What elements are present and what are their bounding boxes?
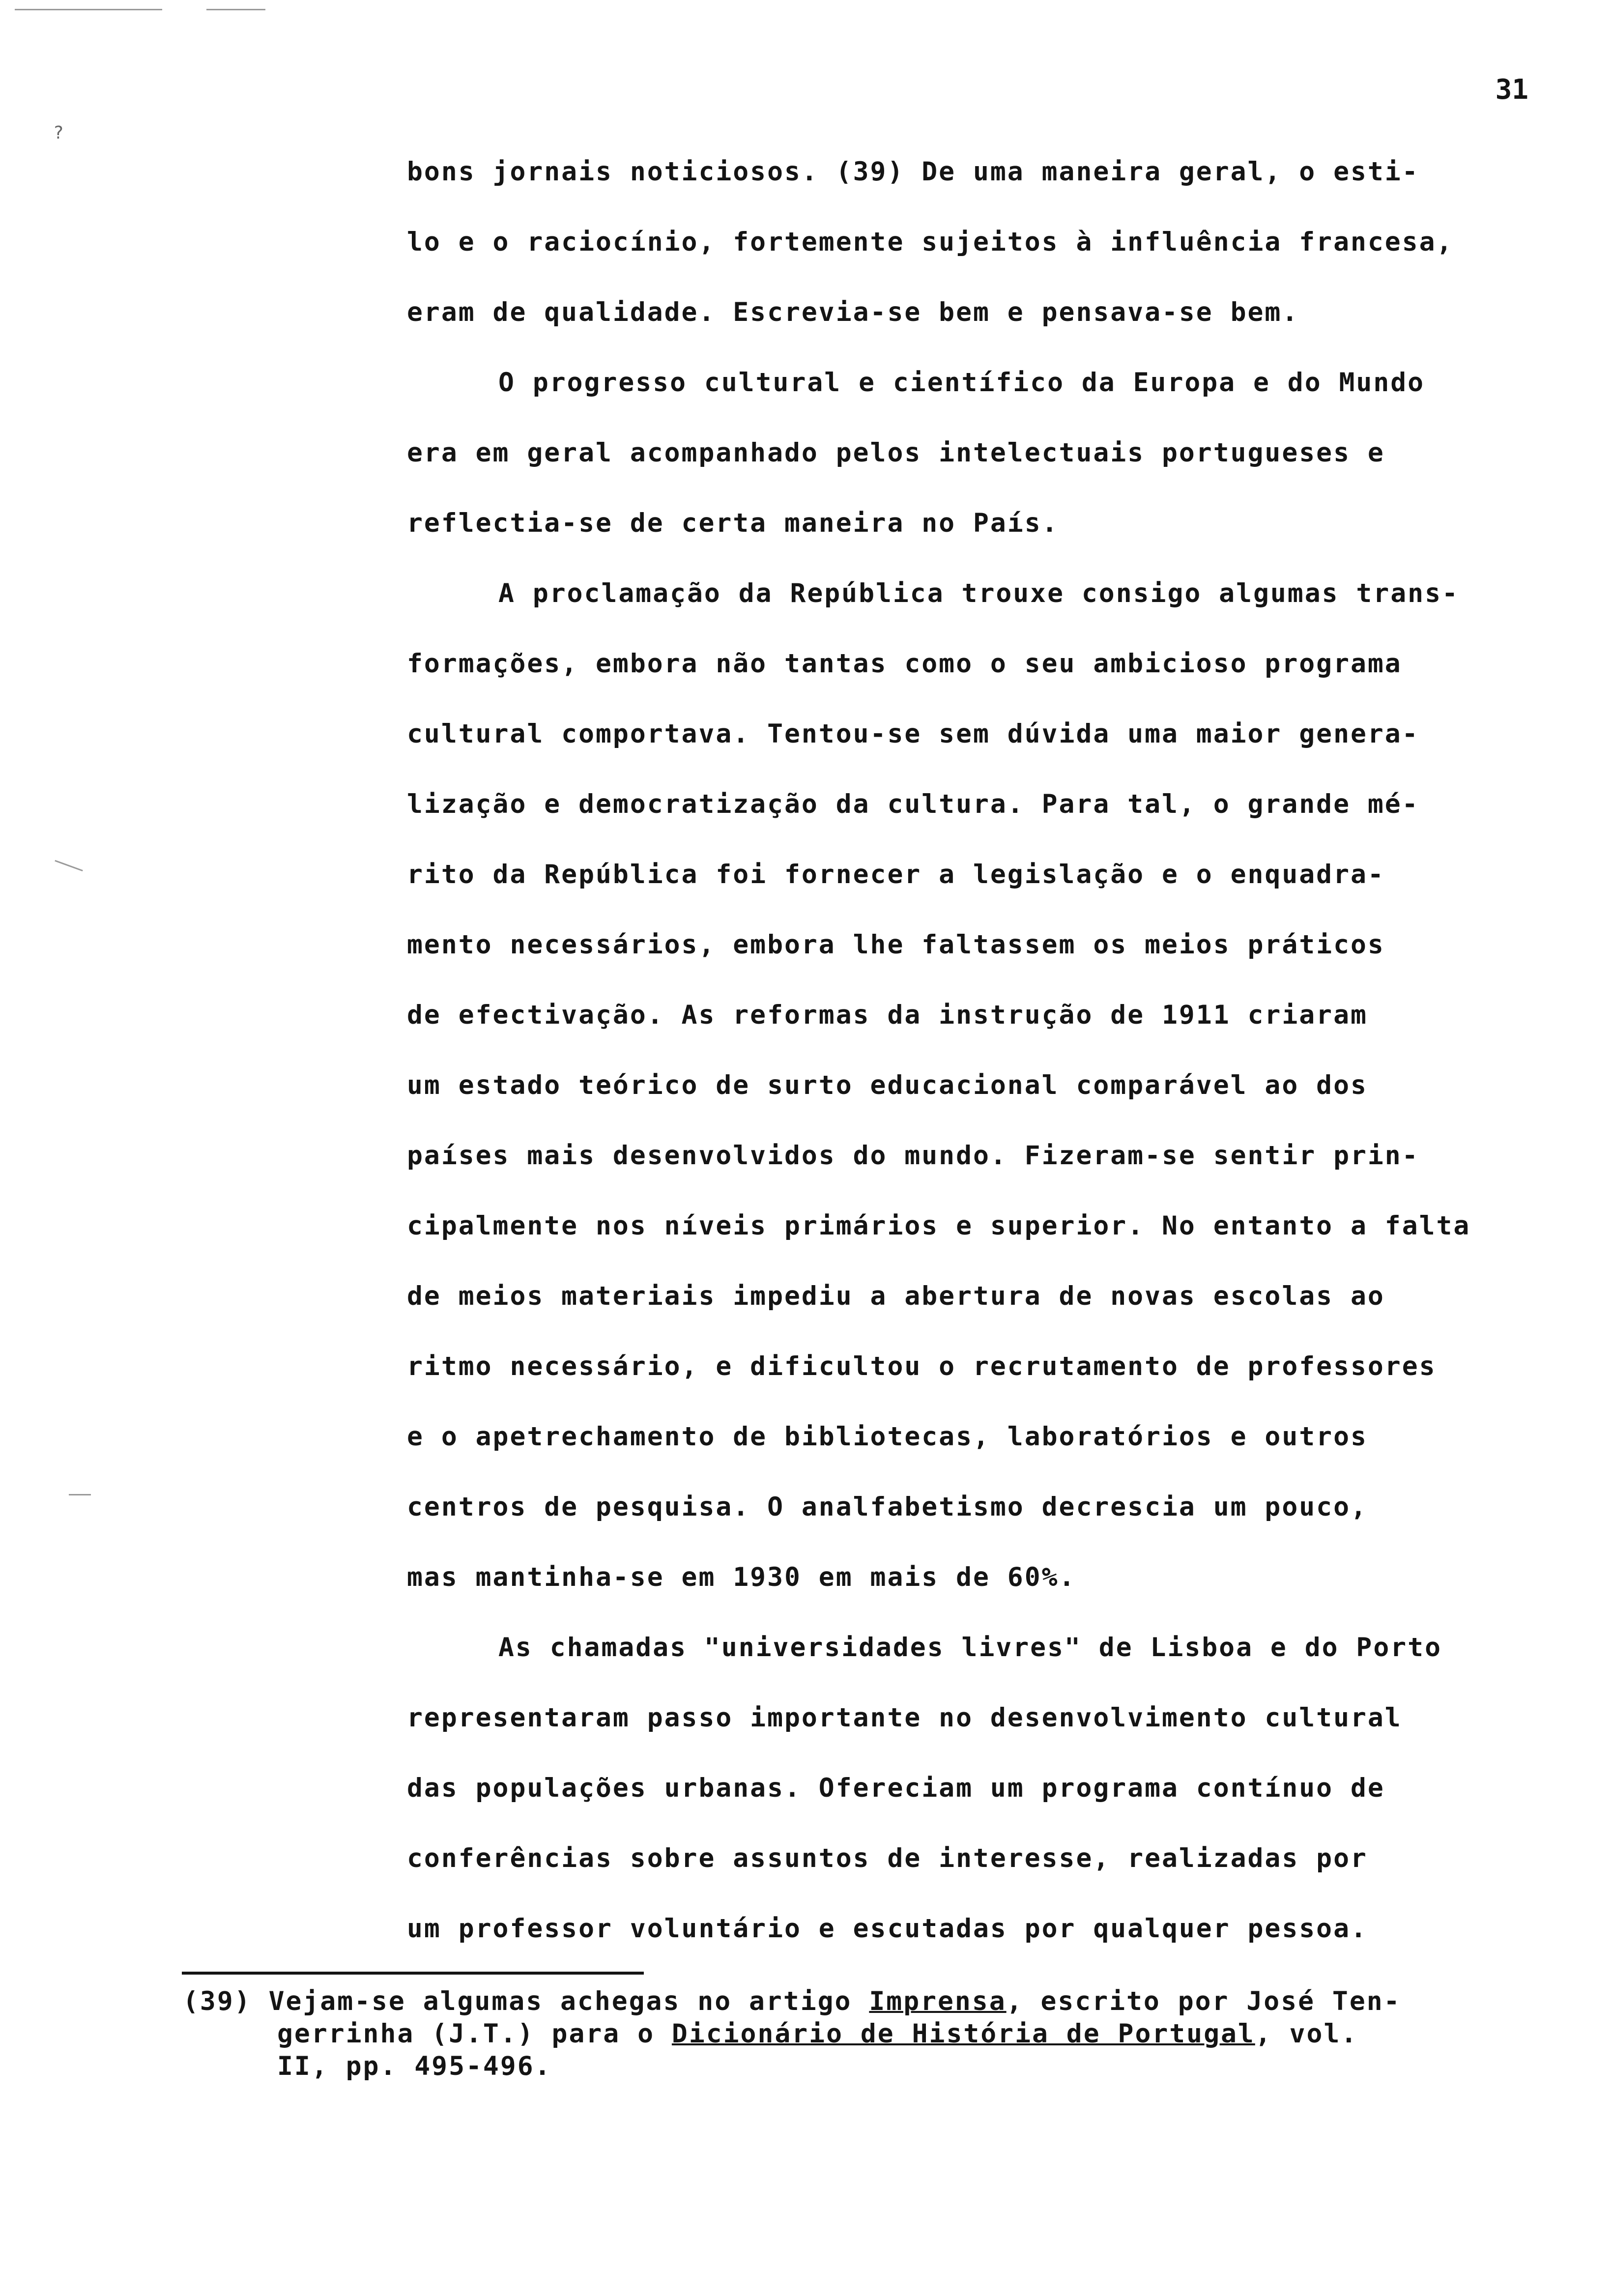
body-text bbox=[407, 137, 1601, 1964]
scan-artifact-mark bbox=[69, 1494, 91, 1495]
text-line: países mais desenvolvidos do mundo. Fizeram-se sentir prin- bbox=[407, 1141, 1419, 1171]
text-line: mento necessários, embora lhe faltassem os meios práticos bbox=[407, 930, 1385, 960]
text-line: lo e o raciocínio, fortemente sujeitos à influência francesa, bbox=[407, 227, 1454, 257]
text-line: reflectia-se de certa maneira no País. bbox=[407, 508, 1059, 538]
text-line: eram de qualidade. Escrevia-se bem e pensava-se bem. bbox=[407, 297, 1299, 327]
footnote-line: II, pp. 495-496. bbox=[277, 2051, 552, 2081]
text-line: das populações urbanas. Ofereciam um programa contínuo de bbox=[407, 1773, 1385, 1803]
footnote-line bbox=[183, 1985, 1598, 2018]
footnote-text: Vejam-se algumas achegas no artigo bbox=[268, 1986, 869, 2016]
text-line: cultural comportava. Tentou-se sem dúvida uma maior genera- bbox=[407, 719, 1419, 749]
text-line: cipalmente nos níveis primários e superior. No entanto a falta bbox=[407, 1211, 1471, 1241]
text-line: ritmo necessário, e dificultou o recrutamento de professores bbox=[407, 1351, 1437, 1381]
scan-artifact-glyph: ? bbox=[53, 123, 64, 143]
text-line: rito da República foi fornecer a legislação e o enquadra- bbox=[407, 860, 1385, 890]
footnote-divider bbox=[182, 1972, 644, 1975]
footnote-marker: (39) bbox=[183, 1986, 252, 2016]
text-line: representaram passo importante no desenvolvimento cultural bbox=[407, 1703, 1402, 1733]
text-line: As chamadas "universidades livres" de Lisboa e do Porto bbox=[498, 1633, 1442, 1663]
text-line: de efectivação. As reformas da instrução de 1911 criaram bbox=[407, 1000, 1368, 1030]
text-line: mas mantinha-se em 1930 em mais de 60%. bbox=[407, 1562, 1076, 1592]
text-line: conferências sobre assuntos de interesse, realizadas por bbox=[407, 1843, 1368, 1873]
footnote-text: , vol. bbox=[1255, 2019, 1358, 2049]
text-line: um professor voluntário e escutadas por qualquer pessoa. bbox=[407, 1914, 1368, 1944]
footnote-text: gerrinha (J.T.) para o bbox=[277, 2019, 672, 2049]
text-line: A proclamação da República trouxe consigo algumas trans- bbox=[498, 578, 1459, 608]
text-line: lização e democratização da cultura. Para tal, o grande mé- bbox=[407, 789, 1419, 819]
text-line: centros de pesquisa. O analfabetismo decrescia um pouco, bbox=[407, 1492, 1368, 1522]
page-number: 31 bbox=[1495, 74, 1528, 106]
text-line: formações, embora não tantas como o seu ambicioso programa bbox=[407, 649, 1402, 679]
scan-artifact-line bbox=[15, 9, 162, 10]
footnote bbox=[183, 1985, 1598, 2083]
footnote-article-title: Imprensa bbox=[869, 1986, 1007, 2016]
scan-artifact-line bbox=[206, 9, 265, 10]
footnote-text: , escrito por José Ten- bbox=[1006, 1986, 1401, 2016]
scan-artifact-mark bbox=[55, 860, 83, 871]
text-line: bons jornais noticiosos. (39) De uma maneira geral, o esti- bbox=[407, 157, 1419, 187]
footnote-line bbox=[183, 2018, 1598, 2050]
footnote-dictionary-title: Dicionário de História de Portugal bbox=[671, 2019, 1255, 2049]
text-line: O progresso cultural e científico da Europa e do Mundo bbox=[498, 368, 1425, 398]
text-line: e o apetrechamento de bibliotecas, laboratórios e outros bbox=[407, 1422, 1368, 1452]
text-line: era em geral acompanhado pelos intelectuais portugueses e bbox=[407, 438, 1385, 468]
text-line: um estado teórico de surto educacional comparável ao dos bbox=[407, 1070, 1368, 1100]
text-line: de meios materiais impediu a abertura de novas escolas ao bbox=[407, 1281, 1385, 1311]
